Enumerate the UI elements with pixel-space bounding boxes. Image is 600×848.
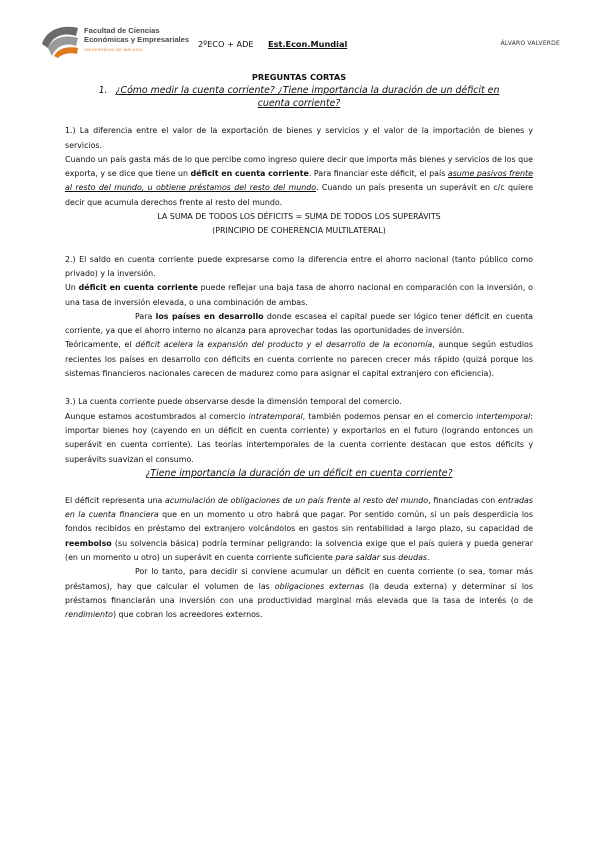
logo-line-1: Facultad de Ciencias [84,26,160,35]
answer-3-intro: 3.) La cuenta corriente puede observarse desde la dimensión temporal del comercio. [65,397,402,407]
section-title: PREGUNTAS CORTAS [251,72,347,82]
text-run: puede reflejar una baja tasa de ahorro nacional en comparación con la inversión, o una tasa de inversión elevada, o una combinación de ambas. [65,283,533,307]
text-run: Por lo tanto, para decidir si conviene acumular un déficit en cuenta corriente (o sea, tomar más préstamos), hay que calcular el volumen de las [65,567,533,591]
text-run: Un [65,283,79,293]
italic-run: acumulación de obligaciones de un país frente al resto del mundo [165,495,429,505]
course-label: 2ºECO + ADE [198,39,254,49]
question-2-title: ¿Tiene importancia la duración de un déficit en cuenta corriente? [145,467,453,479]
text-run: , también podemos pensar en el comercio [302,411,477,421]
bold-run: déficit en cuenta corriente [190,169,309,179]
text-run: (la deuda externa) y determinar si los préstamos financiarán una inversión con una productividad marginal más elevada que la tasa de interés (o de [65,581,533,605]
italic-run: déficit acelera la expansión del producto y el desarrollo de la economía [135,340,433,350]
answer-4-conclusion [65,565,533,622]
text-run: El déficit representa una [65,495,166,505]
faculty-name [84,26,189,54]
text-run: . [427,553,430,563]
emphasis-run: asume pasivos frente al resto del mundo, u obtiene préstamos del resto del mundo [65,169,533,193]
subject-label: Est.Econ.Mundial [268,39,348,49]
question-text: ¿Cómo medir la cuenta corriente? ¿Tiene importancia la duración de un déficit en cuenta corriente? [115,85,500,110]
text-run: que en un momento u otro habrá que pagar. Por sentido común, si un país desperdicia los fondos recibidos en préstamo del extranjero volcándolos en gastos sin rentabilidad a largo plazo, su capacidad de [65,510,533,534]
coherence-principle: (PRINCIPIO DE COHERENCIA MULTILATERAL) [212,226,386,236]
italic-run: obligaciones externas [274,581,364,591]
answer-2-deficit [65,281,533,310]
text-run: ) que cobran los acreedores externos. [112,610,263,620]
logo-line-2: Económicas y Empresariales [84,35,190,44]
answer-1-intro: 1.) La diferencia entre el valor de la exportación de bienes y servicios y el valor de la importación de bienes y servicios. [65,126,533,150]
text-run: Cuando un país gasta más de lo que percibe como ingreso quiere decir que importa más bienes y servicios de los que exporta, y se dice que tiene un [65,154,533,179]
text-run: , aunque según estudios recientes los países en desarrollo con déficits en cuenta corriente no parecen crecer más rápido (quizá porque los sistemas financieros nacionales carecen de madurez como para asignar el capital extranjero con eficiencia). [65,340,533,379]
answer-2-theory [65,338,533,381]
text-run: : importar bienes hoy (cayendo en un déficit en cuenta corriente) y exportarlos en el futuro (logrando entonces un superávit en cuenta corriente). Las teorías intertemporales de la cuenta corriente destacan que estos déficits y superávits suavizan el consumo. [65,411,534,464]
text-run: , financiadas con [428,495,499,505]
bold-run: los países en desarrollo [155,311,264,321]
author-name: ÁLVARO VALVERDE [500,40,560,47]
answer-2-intro: 2.) El saldo en cuenta corriente puede expresarse como la diferencia entre el ahorro nacional (tanto público como privado) y la inversión. [65,254,533,278]
answer-3-body [65,410,533,467]
text-run: Teóricamente, el [65,340,136,350]
answer-4-body [65,494,533,565]
faculty-logo [40,22,195,62]
italic-run: rendimiento [65,610,113,620]
coherence-rule: LA SUMA DE TODOS LOS DÉFICITS = SUMA DE TODOS LOS SUPERÁVITS [157,212,441,222]
text-run: Aunque estamos acostumbrados al comercio [65,411,249,421]
text-run: donde escasea el capital puede ser lógico tener déficit en cuenta corriente, ya que el ahorro interno no alcanza para aprovechar todas las oportunidades de inversión. [65,311,534,336]
faculty-emblem-icon [40,24,80,58]
italic-run: para saldar sus deudas [335,553,428,563]
italic-run: intratemporal [248,411,303,421]
bold-run: reembolso [65,538,112,548]
page-header [40,22,560,62]
logo-university: UNIVERSIDAD DE MÁLAGA [84,47,143,52]
text-run: . Para financiar este déficit, el país [308,169,448,179]
question-title [65,84,533,110]
italic-run: intertemporal [476,411,531,421]
italic-run: entradas en la cuenta financiera [65,495,533,520]
text-run: Para [135,311,156,321]
document-body [65,70,533,623]
answer-1-body [65,153,533,210]
text-run: (su solvencia básica) podría terminar peligrando: la solvencia exige que el país quiera y pueda generar (en un momento u otro) un superávit en cuenta corriente suficiente [65,538,533,563]
question-number: 1. [98,85,108,97]
text-run: . Cuando un país presenta un superávit en c/c quiere decir que acumula derechos frente al resto del mundo. [65,183,534,207]
bold-run: déficit en cuenta corriente [78,283,198,293]
answer-2-developing [65,310,533,339]
